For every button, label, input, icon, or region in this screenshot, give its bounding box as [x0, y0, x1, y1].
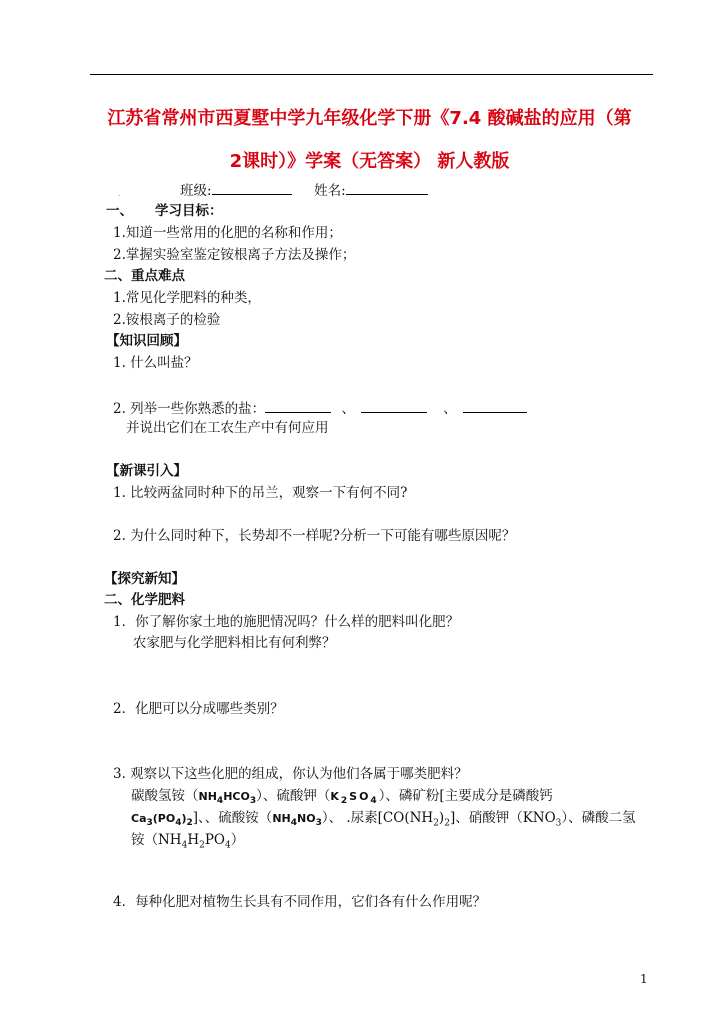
explore-question-4: 4．每种化肥对植物生长具有不同作用，它们各有什么作用呢？: [113, 894, 487, 910]
text-fragment: NO: [297, 812, 316, 825]
chem-formula: [272, 812, 322, 829]
objectives-heading-text: 学习目标：: [155, 203, 223, 219]
keypoint-item: 1.常见化学肥料的种类，: [113, 290, 261, 306]
text-fragment: NH: [198, 790, 217, 803]
intro-question-1: 1. 比较两盆同时种下的吊兰，观察一下有何不同?: [113, 485, 408, 501]
answer-blank: [265, 398, 331, 413]
page-number: 1: [640, 972, 648, 986]
text-fragment: ）、 .尿素[CO(NH: [321, 810, 434, 826]
keypoint-item: 2.铵根离子的检验: [113, 312, 221, 328]
objectives-heading: [106, 202, 223, 220]
subscript: 2: [186, 818, 193, 829]
text-fragment: ]、硝酸钾（KNO: [449, 810, 556, 826]
answer-blank: [361, 398, 427, 413]
objectives-heading-number: 一、: [106, 203, 133, 219]
text-fragment: ]、、硫酸铵（: [192, 810, 273, 826]
explore-question-1: 1．你了解你家土地的施肥情况吗？什么样的肥料叫化肥？: [113, 614, 460, 630]
form-row: [180, 180, 428, 200]
subscript: 2: [433, 818, 439, 829]
header-rule: [90, 74, 653, 75]
fertilizer-list-line-2: [131, 809, 636, 833]
explore-section-heading: 二、化学肥料: [104, 592, 185, 608]
review-question-2-text: 2. 列举一些你熟悉的盐：: [113, 401, 266, 417]
subscript: 4: [175, 818, 182, 829]
subscript: 4: [181, 840, 188, 851]
separator: 、: [341, 401, 355, 417]
chem-formula: [330, 790, 379, 807]
text-fragment: ）、磷矿粉[主要成分是磷酸钙: [378, 788, 553, 804]
text-fragment: ）: [230, 832, 245, 848]
text-fragment: ): [438, 810, 445, 826]
text-fragment: ）、磷酸二氢: [561, 810, 636, 826]
subscript: 4: [290, 818, 297, 829]
subscript: 3: [315, 818, 322, 829]
text-fragment: H: [187, 832, 200, 848]
subscript: 2: [340, 796, 350, 807]
subscript: 3: [555, 818, 562, 829]
review-heading: 【知识回顾】: [106, 333, 187, 349]
review-question-1: 1. 什么叫盐？: [113, 355, 198, 371]
subscript: 3: [249, 796, 257, 807]
explore-question-3: 3. 观察以下这些化肥的组成，你认为他们各属于哪类肥料？: [113, 766, 468, 782]
text-fragment: 铵（NH: [131, 832, 182, 848]
fertilizer-list-line-3: [131, 831, 244, 855]
document-title-line-1: 江苏省常州市西夏墅中学九年级化学下册《7.4 酸碱盐的应用（第: [107, 108, 632, 129]
explore-question-1-continued: 农家肥与化学肥料相比有何利弊？: [133, 635, 336, 651]
objective-item: 2.掌握实验室鉴定铵根离子方法及操作；: [113, 247, 356, 263]
chem-formula: [131, 812, 193, 829]
review-question-2: [113, 398, 527, 418]
keypoints-heading: 二、重点难点: [104, 268, 185, 284]
class-blank: [212, 180, 292, 195]
subscript: 4: [370, 796, 379, 807]
name-blank: [346, 180, 428, 195]
text-fragment: 碳酸氢铵（: [131, 788, 199, 804]
subscript: 4: [216, 796, 224, 807]
text-fragment: ）、硫酸钾（: [256, 788, 331, 804]
document-title-line-2: 2课时）》学案（无答案） 新人教版: [229, 151, 510, 172]
intro-heading: 【新课引入】: [106, 463, 187, 479]
intro-question-2: 2. 为什么同时种下，长势却不一样呢?分析一下可能有哪些原因呢？: [113, 528, 516, 544]
text-fragment: SO: [349, 790, 371, 803]
text-fragment: NH: [272, 812, 291, 825]
fertilizer-list-line-1: [131, 787, 553, 810]
stray-mark: .: [118, 189, 121, 198]
text-fragment: (PO: [152, 812, 176, 825]
text-fragment: HCO: [223, 790, 250, 803]
subscript: 2: [199, 840, 205, 851]
class-label: 班级:: [180, 183, 212, 199]
objective-item: 1.知道一些常用的化肥的名称和作用；: [113, 225, 342, 241]
text-fragment: ): [181, 812, 187, 825]
name-label: 姓名:: [314, 183, 346, 199]
explore-heading: 【探究新知】: [104, 571, 185, 587]
chem-formula: [198, 790, 257, 807]
explore-question-2: 2．化肥可以分成哪些类别？: [113, 701, 284, 717]
text-fragment: Ca: [131, 812, 147, 825]
text-fragment: K: [330, 790, 341, 803]
answer-blank: [463, 398, 527, 413]
review-question-2-continued: 并说出它们在工农生产中有何应用: [126, 420, 329, 436]
text-fragment: PO: [204, 832, 225, 848]
subscript: 3: [146, 818, 153, 829]
subscript: 4: [225, 840, 231, 851]
subscript: 2: [444, 818, 450, 829]
separator: 、: [443, 401, 457, 417]
